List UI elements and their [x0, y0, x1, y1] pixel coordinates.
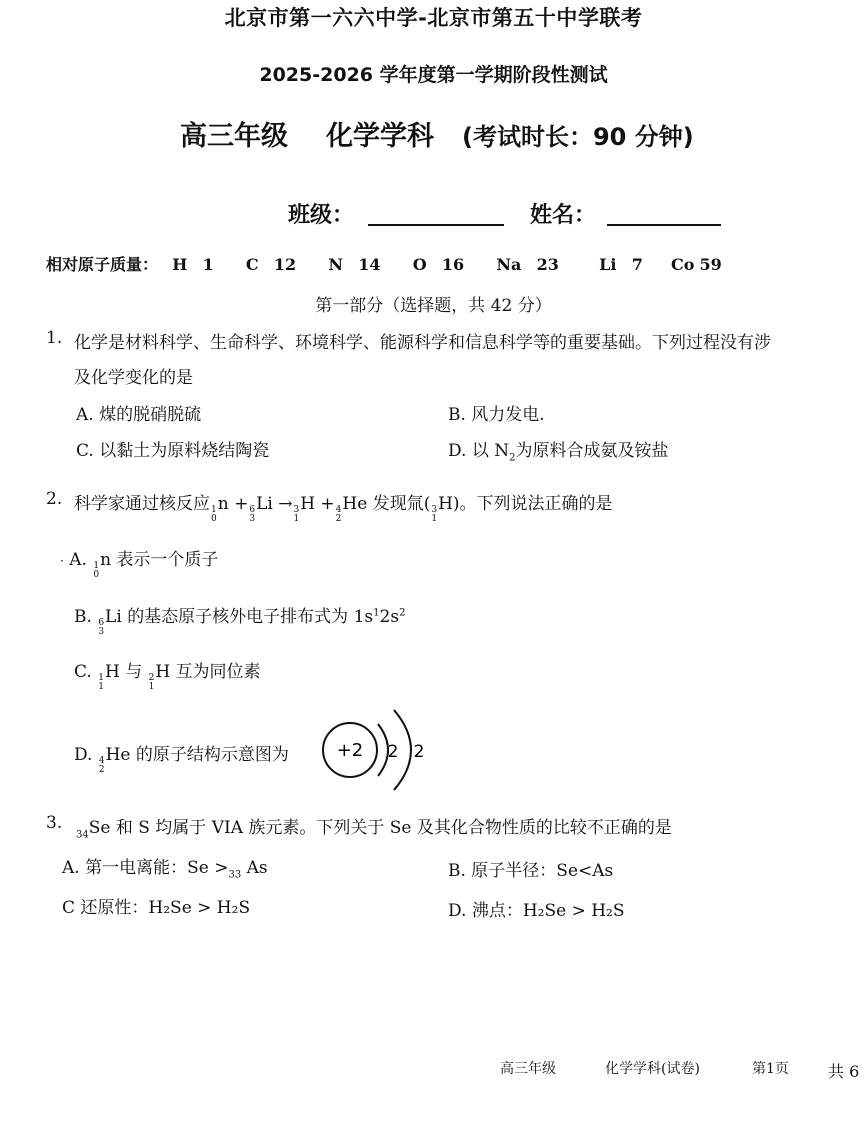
atom-na-mass: 23: [536, 255, 559, 274]
atom-co: Co: [671, 255, 695, 274]
q2-b-sup2: 2: [399, 607, 406, 619]
atom-li-mass: 7: [631, 255, 643, 274]
atom-li: Li: [599, 255, 617, 274]
duration-label: (考试时长：90 分钟): [462, 123, 694, 151]
q2-option-b[interactable]: B. 6 3 Li 的基态原子核外电子排布式为 $1s^12s^2$: [74, 607, 406, 637]
shell-electrons-1: 2: [387, 742, 399, 762]
q1-d-post: 为原料合成氨及铵盐: [515, 441, 669, 461]
q1-d-pre: D. 以 N: [448, 441, 510, 461]
q2-c-mid: 与: [125, 662, 143, 682]
q1-option-c[interactable]: C. 以黏土为原料烧结陶瓷: [76, 441, 270, 461]
footer-total: 共 6: [828, 1062, 860, 1081]
q2-option-c[interactable]: C. 1 1 H 与 2 1 H 互为同位素: [74, 662, 261, 692]
q1-option-d[interactable]: [448, 436, 669, 463]
term-title: 2025-2026 学年度第一学期阶段性测试: [259, 64, 608, 86]
q2-option-a[interactable]: · A. 1 0 n 表示一个质子: [60, 550, 219, 580]
q2-stem: 科学家通过核反应 1 0 n + 6 3 Li → 3 1 H + 4 2 He 发现氚( 3 1 H)。下列说法正确的是: [74, 494, 613, 524]
exam-title: [180, 114, 694, 153]
atom-n-mass: 14: [358, 255, 381, 274]
q3-a-post: As: [241, 858, 268, 878]
atom-c-mass: 12: [273, 255, 297, 274]
footer-subject: 化学学科(试卷): [605, 1061, 700, 1077]
q1-d-sub: 2: [509, 452, 516, 464]
q3-option-b[interactable]: B. 原子半径：Se<As: [448, 861, 614, 881]
atomic-mass-label: 相对原子质量：: [46, 255, 159, 274]
footer-page: 第1页: [752, 1061, 789, 1077]
q2-b-2s: 2s: [379, 607, 400, 627]
q2-a-text: 表示一个质子: [116, 550, 219, 570]
shell-electrons-2: 2: [413, 742, 425, 762]
q2-stem-pre: 科学家通过核反应: [74, 494, 210, 514]
atom-na: Na: [496, 255, 522, 274]
atom-o-mass: 16: [441, 255, 465, 274]
q2-b-text: 的基态原子核外电子排布式为 1s: [127, 607, 374, 627]
q3-number: 3.: [46, 813, 63, 833]
q3-stem-sub: 34: [76, 829, 89, 841]
grade-label: 高三年级: [180, 121, 288, 152]
section-title: 第一部分（选择题，共 42 分）: [315, 296, 552, 316]
name-label: 姓名：: [530, 203, 597, 228]
atom-co-mass: 59: [699, 255, 722, 274]
q2-stem-post: 。下列说法正确的是: [459, 494, 613, 514]
class-label: 班级：: [288, 203, 355, 228]
q1-stem-line2: 及化学变化的是: [74, 368, 193, 388]
q3-a-sub: 33: [228, 869, 242, 881]
q2-number: 2.: [46, 489, 63, 509]
bullet-dot: ·: [60, 554, 64, 568]
q1-option-a[interactable]: A. 煤的脱硝脱硫: [76, 405, 202, 425]
q2-stem-mid: 发现氚: [372, 494, 424, 514]
subject-label: 化学学科: [326, 121, 434, 152]
q2-option-d[interactable]: D. 4 2 He 的原子结构示意图为: [74, 745, 289, 775]
nucleus-charge: +2: [336, 740, 364, 761]
atom-n: N: [328, 255, 343, 274]
q3-option-c[interactable]: C 还原性：H₂Se > H₂S: [62, 898, 251, 918]
class-blank[interactable]: [368, 224, 504, 226]
q1-stem-line1: 化学是材料科学、生命科学、环境科学、能源科学和信息科学等的重要基础。下列过程没有涉: [74, 333, 771, 353]
footer-grade: 高三年级: [500, 1061, 556, 1077]
q3-option-a[interactable]: [62, 853, 268, 880]
q2-d-text: 的原子结构示意图为: [135, 745, 289, 765]
q3-stem-text: Se 和 S 均属于 VIA 族元素。下列关于 Se 及其化合物性质的比较不正确的是: [88, 818, 672, 838]
q3-stem: [76, 813, 672, 840]
atom-c: C: [245, 255, 259, 274]
q2-c-post: 互为同位素: [175, 662, 261, 682]
atom-h-mass: 1: [202, 255, 214, 274]
he-atom-structure-diagram: [316, 706, 436, 796]
atom-o: O: [412, 255, 427, 274]
atom-h: H: [172, 255, 188, 274]
q1-number: 1.: [46, 328, 63, 348]
q2-b-sup1: 1: [373, 607, 380, 619]
q1-option-b[interactable]: B. 风力发电.: [448, 405, 545, 425]
atomic-mass-line: [46, 252, 722, 275]
school-title: 北京市第一六六中学-北京市第五十中学联考: [224, 6, 643, 30]
name-blank[interactable]: [607, 224, 721, 226]
q3-option-d[interactable]: D. 沸点：H₂Se > H₂S: [448, 901, 625, 921]
shell-arc-1: [378, 724, 388, 776]
q3-a-pre: A. 第一电离能：Se >: [62, 858, 229, 878]
